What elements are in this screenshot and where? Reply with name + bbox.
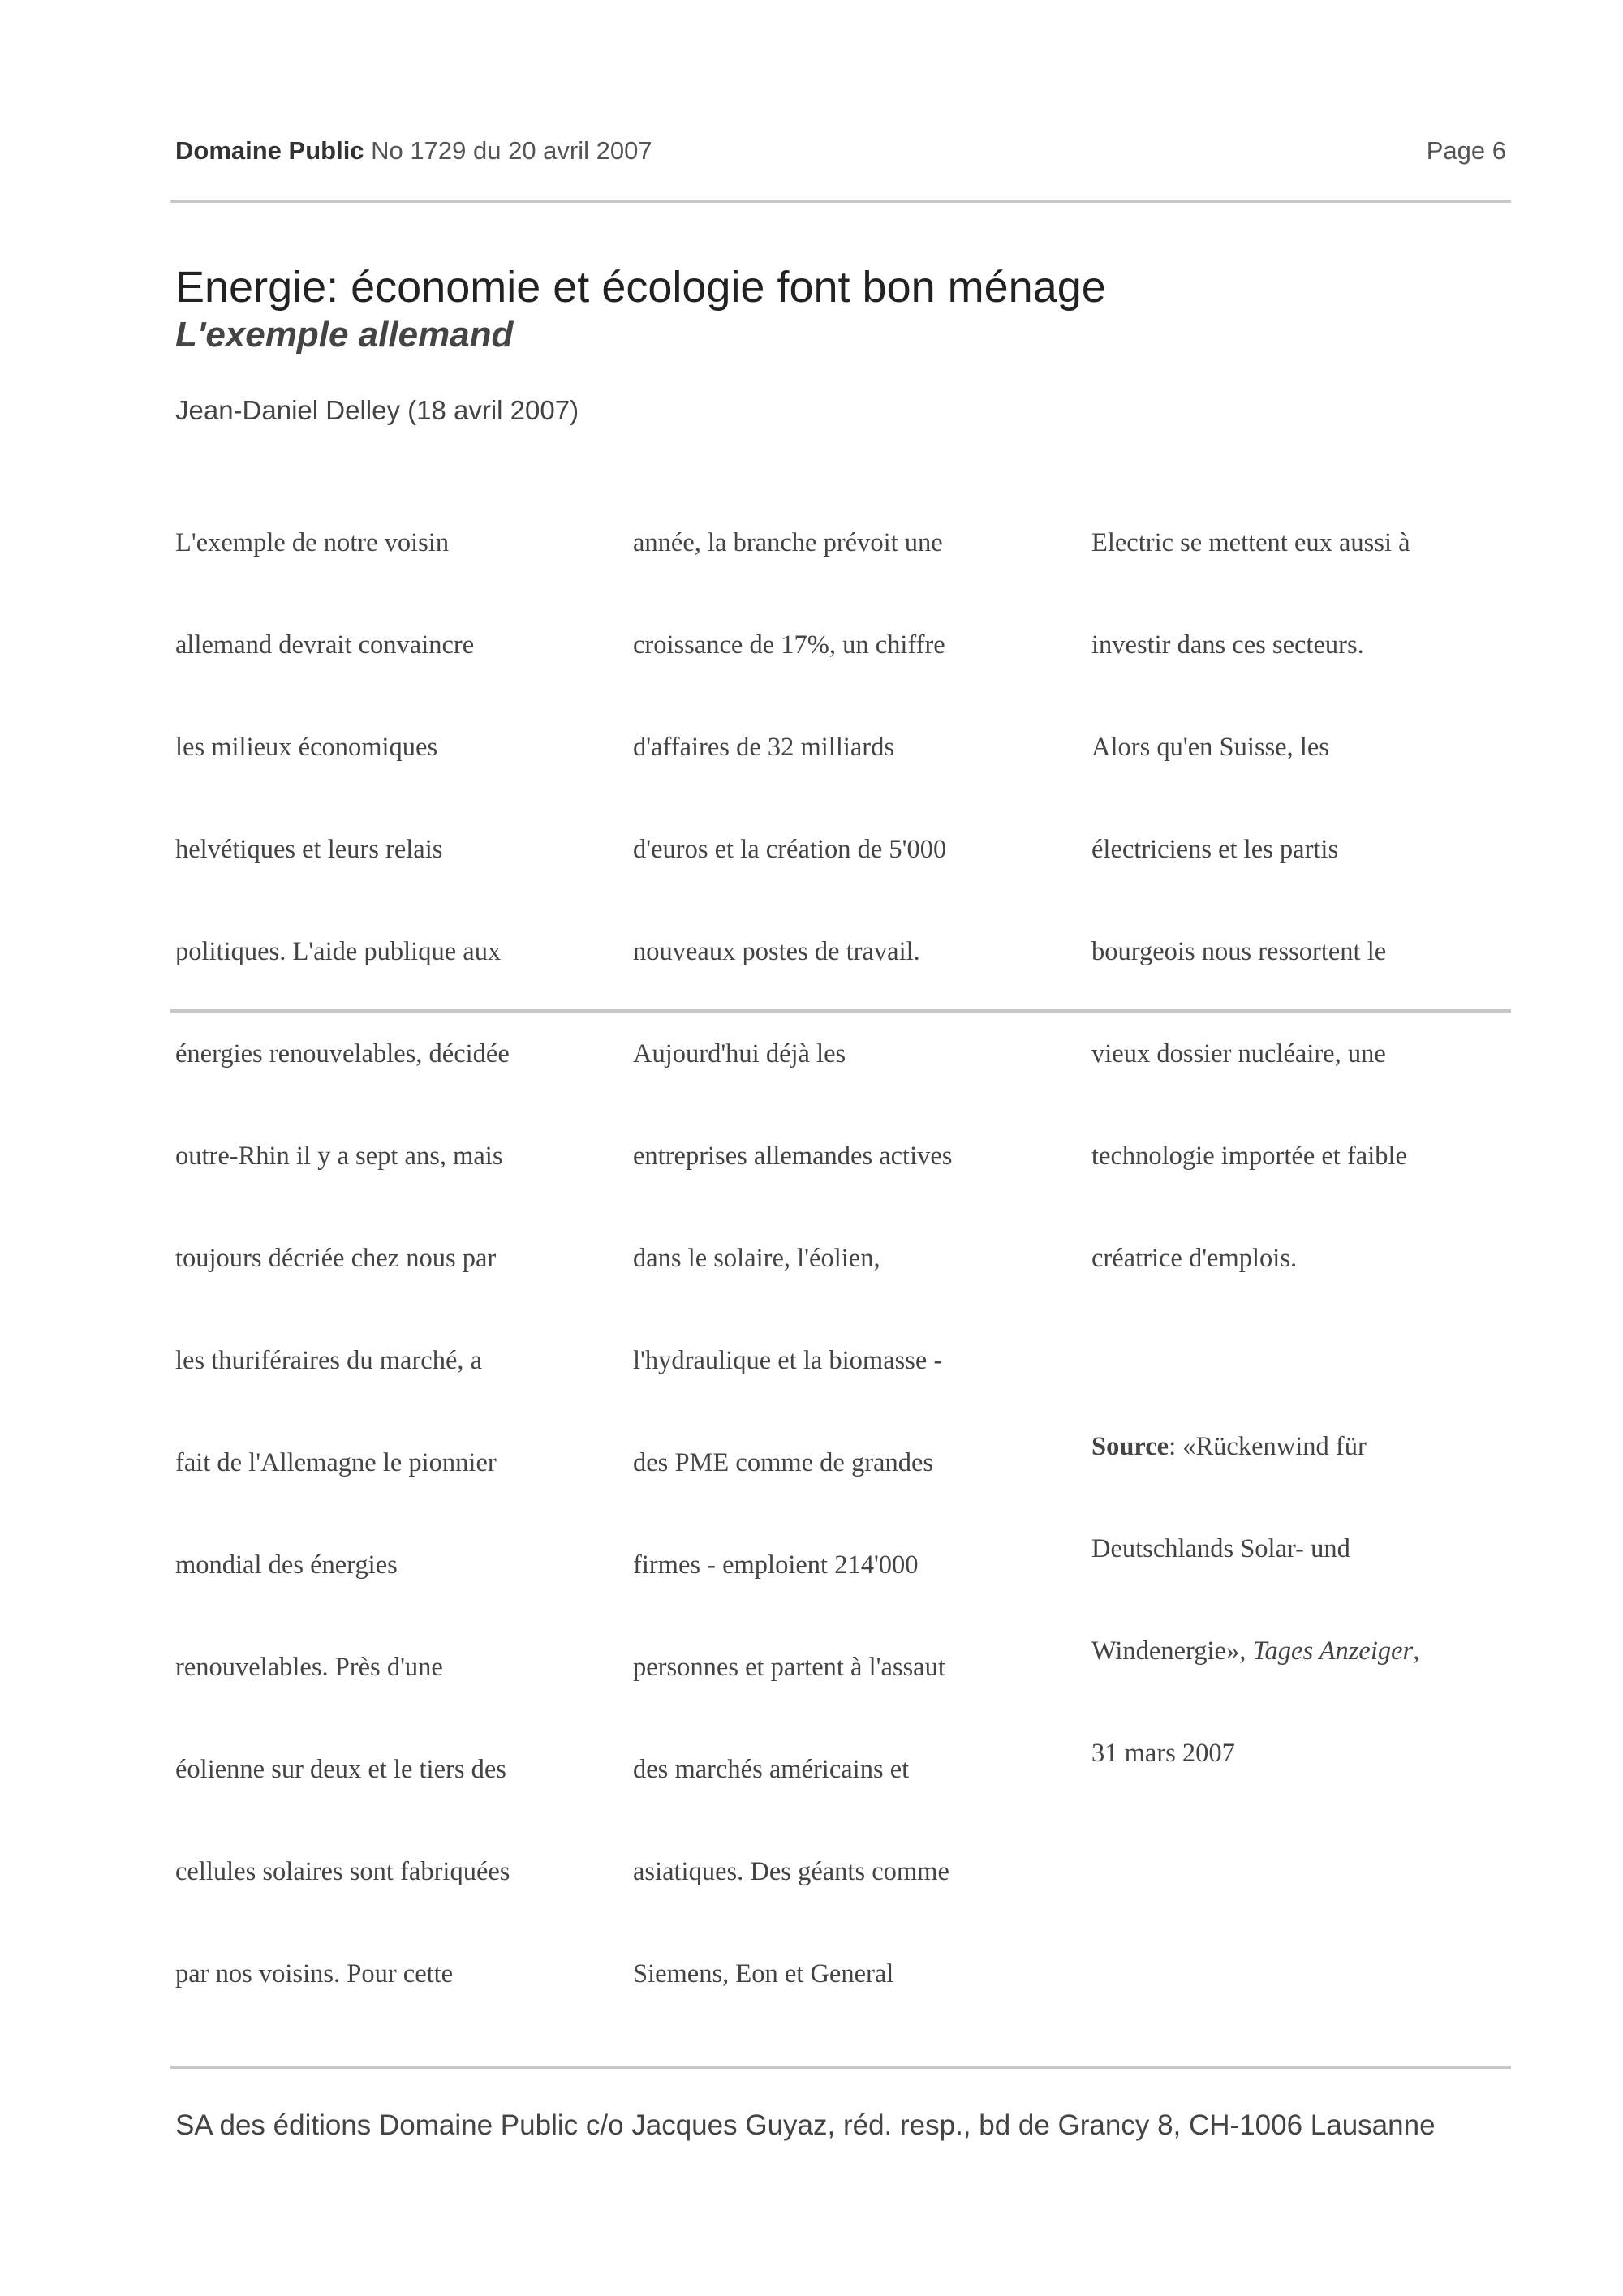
text-line: d'euros et la création de 5'000	[633, 835, 947, 864]
text-line: allemand devrait convaincre	[175, 630, 475, 660]
text-line: renouvelables. Près d'une	[175, 1653, 443, 1682]
text-line: Siemens, Eon et General	[633, 1959, 894, 1989]
text-line: politiques. L'aide publique aux	[175, 937, 502, 966]
source-label: Source	[1091, 1432, 1169, 1461]
text-line: toujours décriée chez nous par	[175, 1244, 497, 1273]
source-text: : «Rückenwind für	[1169, 1432, 1367, 1461]
text-line: éolienne sur deux et le tiers des	[175, 1755, 506, 1784]
text-line: entreprises allemandes actives	[633, 1142, 953, 1171]
text-line: énergies renouvelables, décidée	[175, 1039, 510, 1068]
text-line: les thuriféraires du marché, a	[175, 1346, 483, 1375]
text-line: créatrice d'emplois.	[1091, 1244, 1298, 1273]
footer-divider	[170, 2066, 1511, 2069]
source-text: ,	[1413, 1636, 1420, 1666]
source-line	[1091, 1634, 1534, 1668]
article-column-1	[175, 458, 618, 2025]
text-line: technologie importée et faible	[1091, 1142, 1407, 1171]
source-journal: Tages Anzeiger	[1252, 1636, 1414, 1666]
publication-name: Domaine Public	[175, 136, 364, 165]
article-byline: Jean-Daniel Delley (18 avril 2007)	[175, 395, 579, 425]
source-citation	[1091, 1361, 1534, 1838]
article-column-3	[1091, 458, 1534, 1872]
page-number: Page 6	[1426, 136, 1506, 165]
text-line: bourgeois nous ressortent le	[1091, 937, 1387, 966]
page-header	[175, 135, 1506, 167]
source-text: Windenergie»,	[1091, 1636, 1253, 1666]
text-line: d'affaires de 32 milliards	[633, 733, 895, 762]
text-line: par nos voisins. Pour cette	[175, 1959, 454, 1989]
article-subtitle: L'exemple allemand	[175, 315, 514, 355]
text-line: croissance de 17%, un chiffre	[633, 630, 945, 660]
text-line: des marchés américains et	[633, 1755, 910, 1784]
text-line: asiatiques. Des géants comme	[633, 1857, 949, 1886]
text-line: mondial des énergies	[175, 1550, 398, 1580]
source-line: Deutschlands Solar- und	[1091, 1534, 1350, 1563]
text-line: outre-Rhin il y a sept ans, mais	[175, 1142, 503, 1171]
text-line: les milieux économiques	[175, 733, 438, 762]
article-column-2	[633, 458, 1075, 2025]
source-line	[1091, 1430, 1534, 1464]
text-line: dans le solaire, l'éolien,	[633, 1244, 880, 1273]
article-title: Energie: économie et écologie font bon ménage	[175, 263, 1106, 312]
issue-info: No 1729 du 20 avril 2007	[371, 136, 652, 165]
article-end-divider	[170, 1009, 1511, 1013]
text-line: fait de l'Allemagne le pionnier	[175, 1448, 497, 1477]
text-line: l'hydraulique et la biomasse -	[633, 1346, 943, 1375]
header-divider	[170, 200, 1511, 203]
page-footer: SA des éditions Domaine Public c/o Jacques Guyaz, réd. resp., bd de Grancy 8, CH-1006 Lausanne	[175, 2109, 1436, 2141]
text-line: personnes et partent à l'assaut	[633, 1653, 945, 1682]
text-line: Alors qu'en Suisse, les	[1091, 733, 1329, 762]
text-line: des PME comme de grandes	[633, 1448, 934, 1477]
text-line: firmes - emploient 214'000	[633, 1550, 919, 1580]
text-line: électriciens et les partis	[1091, 835, 1339, 864]
text-line: Aujourd'hui déjà les	[633, 1039, 846, 1068]
text-line: année, la branche prévoit une	[633, 528, 943, 557]
text-line: L'exemple de notre voisin	[175, 528, 450, 557]
text-line: nouveaux postes de travail.	[633, 937, 920, 966]
text-line: vieux dossier nucléaire, une	[1091, 1039, 1386, 1068]
text-line: helvétiques et leurs relais	[175, 835, 443, 864]
text-line: Electric se mettent eux aussi à	[1091, 528, 1410, 557]
text-line: cellules solaires sont fabriquées	[175, 1857, 510, 1886]
source-date: 31 mars 2007	[1091, 1739, 1235, 1768]
text-line: investir dans ces secteurs.	[1091, 630, 1364, 660]
